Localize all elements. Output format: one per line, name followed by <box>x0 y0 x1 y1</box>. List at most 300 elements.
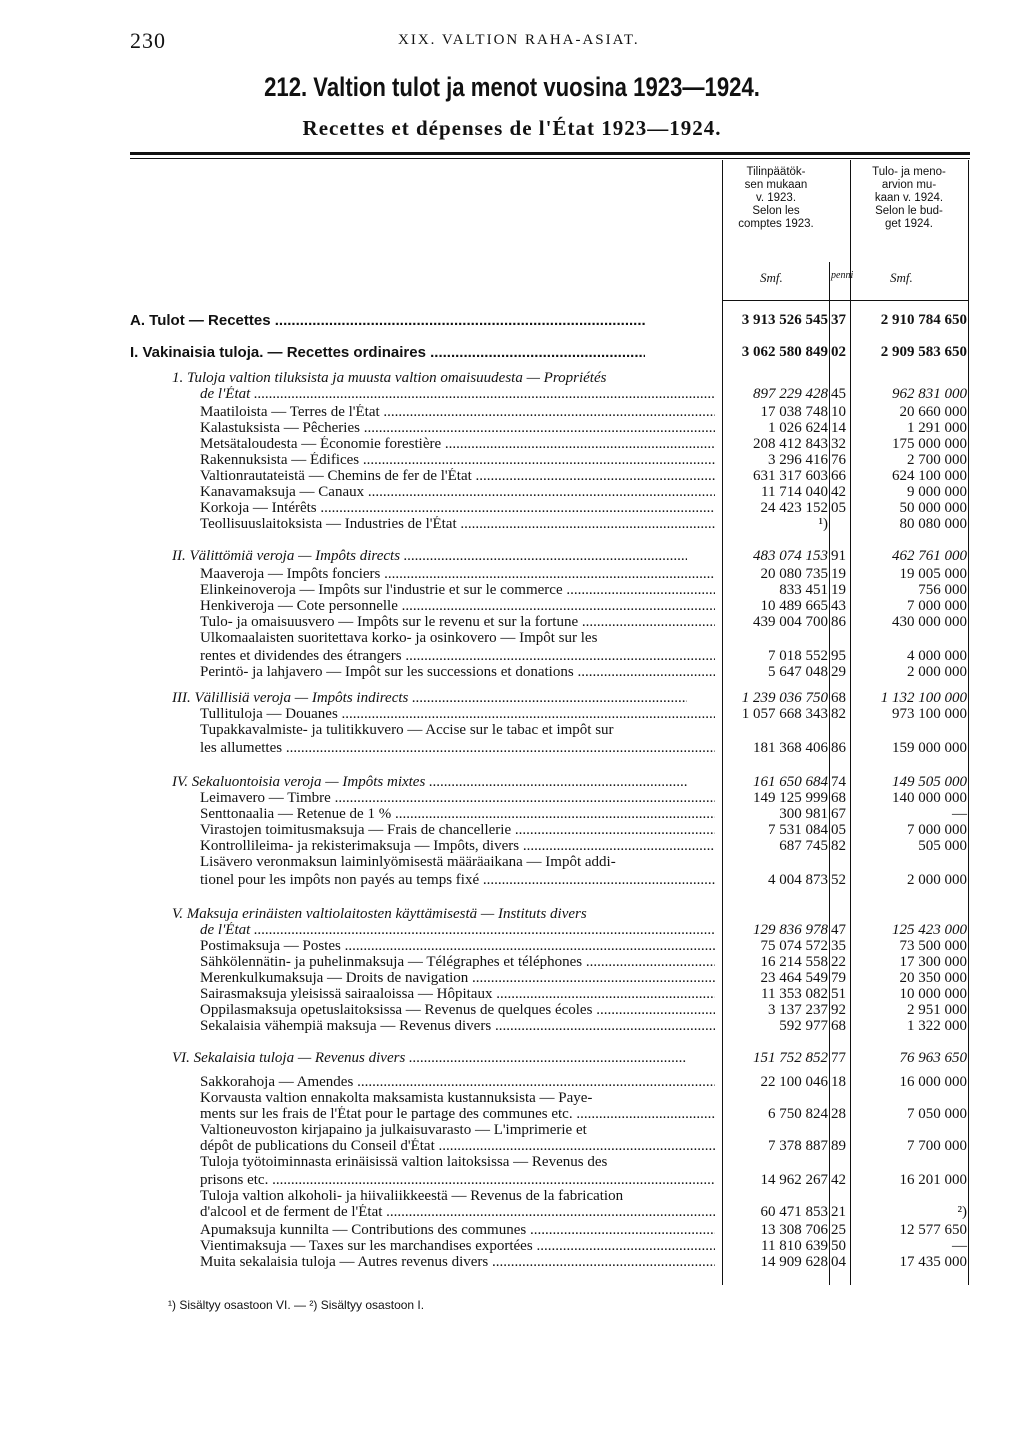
row-label <box>200 582 715 599</box>
leader-dots <box>479 872 715 888</box>
table-row <box>0 436 1024 453</box>
row-label-text: de l'État <box>200 922 251 938</box>
row-label <box>200 854 715 871</box>
table-row <box>0 484 1024 501</box>
row-label <box>200 436 715 453</box>
column-header-1924 <box>852 166 966 231</box>
value-1924-markka: 2 700 000 <box>907 452 967 468</box>
value-1923-markka: 11 810 639 <box>761 1238 828 1254</box>
column-header-1923 <box>726 166 826 231</box>
row-label-text: 1. Tuloja valtion tiluksista ja muusta valtion omaisuudesta — Propriétés <box>172 370 607 386</box>
row-label-text: Sakkorahoja — Amendes <box>200 1074 354 1090</box>
row-label-text: rentes et dividendes des étrangers <box>200 648 402 664</box>
row-label-text: Sairasmaksuja yleisissä sairaaloissa — Hôpitaux <box>200 986 493 1002</box>
leader-dots <box>380 566 715 582</box>
value-1923-penni: 51 <box>831 986 846 1002</box>
col2-head-line: Tulo- ja meno- <box>872 166 946 178</box>
row-label-text: Oppilasmaksuja opetuslaitoksissa — Revenus de quelques écoles <box>200 1002 593 1018</box>
leader-dots <box>511 822 715 838</box>
value-1923-penni: 32 <box>831 436 846 452</box>
row-label-text: Maaveroja — Impôts fonciers <box>200 566 381 582</box>
value-1923-penni: 52 <box>831 872 846 888</box>
value-1923-markka: 592 977 <box>779 1018 828 1034</box>
value-1924-markka: 20 350 000 <box>899 970 967 986</box>
value-1923-penni: 10 <box>831 404 846 420</box>
row-label <box>200 1122 715 1139</box>
value-1924-markka: 125 423 000 <box>892 922 967 938</box>
table-row <box>0 838 1024 855</box>
row-label <box>200 1138 715 1155</box>
col1-head-line: Tilinpäätök- <box>746 166 806 178</box>
leader-dots <box>380 404 715 420</box>
row-label <box>200 986 715 1003</box>
row-label-text: Elinkeinoveroja — Impôts sur l'industrie et sur le commerce <box>200 582 563 598</box>
leader-dots <box>533 1238 715 1254</box>
row-label-text: prisons etc. <box>200 1172 269 1188</box>
table-row <box>0 722 1024 739</box>
leader-dots <box>250 922 715 938</box>
table-row <box>0 420 1024 437</box>
row-label-text: Valtioneuvoston kirjapaino ja julkaisuvarasto — L'imprimerie et <box>200 1122 587 1138</box>
table-row <box>0 1018 1024 1035</box>
row-label-text: Sekalaisia vähempiä maksuja — Revenus divers <box>200 1018 492 1034</box>
value-1923-markka: 129 836 978 <box>753 922 828 938</box>
row-label-text: Teollisuuslaitoksista — Industries de l'État <box>200 516 457 532</box>
value-1923-markka: 687 745 <box>779 838 828 854</box>
leader-dots <box>353 1074 715 1090</box>
row-label <box>200 1188 715 1205</box>
value-1923-penni: 22 <box>831 954 846 970</box>
table-row <box>0 386 1024 403</box>
row-label <box>200 1204 715 1221</box>
table-row <box>0 404 1024 421</box>
row-label <box>200 938 715 955</box>
leader-dots <box>400 548 687 564</box>
row-label <box>200 706 715 723</box>
value-1924-markka: 1 291 000 <box>907 420 967 436</box>
row-label <box>200 806 715 823</box>
leader-dots <box>578 614 715 630</box>
table-row <box>0 548 1024 565</box>
row-label <box>200 1154 715 1171</box>
value-1923-penni: 19 <box>831 582 846 598</box>
value-1923-markka: 6 750 824 <box>768 1106 828 1122</box>
table-row <box>0 1254 1024 1271</box>
leader-dots <box>282 740 715 756</box>
row-label <box>200 516 715 533</box>
value-1923-penni: 05 <box>831 822 846 838</box>
footnote: ¹) Sisältyy osastoon VI. — ²) Sisältyy osastoon I. <box>168 1298 425 1312</box>
value-1923-penni: 82 <box>831 706 846 722</box>
value-1923-penni: 77 <box>831 1050 846 1066</box>
row-label-text: Metsätaloudesta — Économie forestière <box>200 436 442 452</box>
row-label <box>200 566 715 583</box>
row-label-text: Merenkulkumaksuja — Droits de navigation <box>200 970 469 986</box>
value-1924-markka: 50 000 000 <box>899 500 967 516</box>
value-1924-markka: 2 951 000 <box>907 1002 967 1018</box>
row-label-text: Apumaksuja kunnilta — Contributions des communes <box>200 1222 527 1238</box>
value-1923-penni: 86 <box>831 740 846 756</box>
value-1923-markka: 3 296 416 <box>768 452 828 468</box>
row-label-text: Kalastuksista — Pêcheries <box>200 420 360 436</box>
value-1923-markka: 151 752 852 <box>753 1050 828 1066</box>
value-1923-penni: 25 <box>831 1222 846 1238</box>
leader-dots <box>338 706 715 722</box>
table-title: 212. Valtion tulot ja menot vuosina 1923—1924. <box>264 72 760 102</box>
value-1924-markka: 973 100 000 <box>892 706 967 722</box>
value-1924-markka: 505 000 <box>918 838 967 854</box>
row-label <box>200 386 715 403</box>
table-row <box>0 598 1024 615</box>
leader-dots <box>360 420 715 436</box>
col2-head-line: get 1924. <box>885 218 933 230</box>
leader-dots <box>472 468 715 484</box>
value-1924-markka: ²) <box>957 1204 967 1220</box>
col1-head-line: Selon les <box>752 205 800 217</box>
leader-dots <box>382 1204 715 1220</box>
table-row <box>0 854 1024 871</box>
value-1923-markka: 1 057 668 343 <box>741 706 828 722</box>
value-1923-markka: 439 004 700 <box>753 614 828 630</box>
value-1924-markka: 76 963 650 <box>899 1050 967 1066</box>
value-1924-markka: 73 500 000 <box>899 938 967 954</box>
table-row <box>0 1074 1024 1091</box>
value-1923-penni: 91 <box>831 548 846 564</box>
value-1923-penni: 76 <box>831 452 846 468</box>
row-label-text: I. Vakinaisia tuloja. — Recettes ordinaires <box>130 344 426 361</box>
table-row <box>0 370 1024 387</box>
row-label <box>200 740 715 757</box>
table-row <box>0 872 1024 889</box>
value-1923-markka: 17 038 748 <box>760 404 828 420</box>
value-1923-penni: 82 <box>831 838 846 854</box>
value-1924-markka: — <box>952 1238 967 1254</box>
value-1923-penni: 45 <box>831 386 846 402</box>
value-1924-markka: 20 660 000 <box>899 404 967 420</box>
col2-head-line: Selon le bud- <box>875 205 943 217</box>
value-1923-penni: 66 <box>831 468 846 484</box>
value-1924-markka: 9 000 000 <box>907 484 967 500</box>
leader-dots <box>435 1138 715 1154</box>
value-1923-markka: 23 464 549 <box>760 970 828 986</box>
table-row <box>0 706 1024 723</box>
value-1924-markka: 10 000 000 <box>899 986 967 1002</box>
value-1923-markka: 11 353 082 <box>761 986 828 1002</box>
row-label <box>200 838 715 855</box>
value-1923-penni: 68 <box>831 790 846 806</box>
col1-head-line: comptes 1923. <box>738 218 814 230</box>
row-label-text: Tuloja valtion alkoholi- ja hiivaliikkeestä — Revenus de la fabrication <box>200 1188 624 1204</box>
row-label-text: Perintö- ja lahjavero — Impôt sur les successions et donations <box>200 664 574 680</box>
value-1924-markka: 756 000 <box>918 582 967 598</box>
value-1923-markka: 483 074 153 <box>753 548 828 564</box>
value-1923-markka: 161 650 684 <box>753 774 828 790</box>
table-row <box>0 938 1024 955</box>
row-label <box>200 954 715 971</box>
table-row <box>0 1050 1024 1067</box>
row-label-text: Korvausta valtion ennakolta maksamista kustannuksista — Paye- <box>200 1090 593 1106</box>
value-1924-markka: 159 000 000 <box>892 740 967 756</box>
row-label <box>200 404 715 421</box>
row-label-text: les allumettes <box>200 740 283 756</box>
value-1923-penni: 92 <box>831 1002 846 1018</box>
row-label <box>200 1018 715 1035</box>
row-label-text: d'alcool et de ferment de l'État <box>200 1204 383 1220</box>
table-row <box>0 790 1024 807</box>
row-label-text: VI. Sekalaisia tuloja — Revenus divers <box>172 1050 406 1066</box>
value-1923-markka: 7 018 552 <box>768 648 828 664</box>
value-1924-markka: 2 000 000 <box>907 872 967 888</box>
table-row <box>0 468 1024 485</box>
leader-dots <box>364 484 715 500</box>
value-1924-markka: 19 005 000 <box>899 566 967 582</box>
row-label-text: II. Välittömiä veroja — Impôts directs <box>172 548 401 564</box>
value-1923-penni: 68 <box>831 690 846 706</box>
row-label <box>200 664 715 681</box>
leader-dots <box>271 312 645 329</box>
table-row <box>0 954 1024 971</box>
table-row <box>0 1122 1024 1139</box>
value-1923-penni: 43 <box>831 598 846 614</box>
top-thin-rule <box>130 158 970 159</box>
table-row <box>0 1238 1024 1255</box>
value-1923-penni: 02 <box>831 344 846 360</box>
value-1924-markka: 12 577 650 <box>899 1222 967 1238</box>
table-row <box>0 614 1024 631</box>
leader-dots <box>592 1002 715 1018</box>
row-label-text: tionel pour les impôts non payés au temps fixé <box>200 872 480 888</box>
table-row <box>0 1154 1024 1171</box>
row-label-text: V. Maksuja erinäisten valtiolaitosten käyttämisestä — Instituts divers <box>172 906 587 922</box>
value-1924-markka: 1 322 000 <box>907 1018 967 1034</box>
leader-dots <box>341 938 715 954</box>
value-1923-markka: 149 125 999 <box>753 790 828 806</box>
row-label-text: de l'État <box>200 386 251 402</box>
row-label <box>172 370 687 387</box>
value-1923-markka: 24 423 152 <box>760 500 828 516</box>
value-1923-penni: 79 <box>831 970 846 986</box>
value-1924-markka: 175 000 000 <box>892 436 967 452</box>
leader-dots <box>491 1018 715 1034</box>
row-label <box>200 630 715 647</box>
value-1923-markka: 300 981 <box>779 806 828 822</box>
table-row <box>0 1222 1024 1239</box>
table-row <box>0 1090 1024 1107</box>
leader-dots <box>268 1172 715 1188</box>
row-label <box>200 1002 715 1019</box>
value-1923-markka: 181 368 406 <box>753 740 828 756</box>
leader-dots <box>408 690 687 706</box>
leader-dots <box>492 986 715 1002</box>
table-row <box>0 1204 1024 1221</box>
value-1923-penni: 37 <box>831 312 846 328</box>
row-label-text: Valtionrautateistä — Chemins de fer de l'État <box>200 468 472 484</box>
row-label-text: Virastojen toimitusmaksuja — Frais de chancellerie <box>200 822 512 838</box>
value-1923-markka: 631 317 603 <box>753 468 828 484</box>
table-row <box>0 774 1024 791</box>
row-label <box>200 872 715 889</box>
value-1923-penni: 47 <box>831 922 846 938</box>
table-row <box>0 664 1024 681</box>
row-label-text: A. Tulot — Recettes <box>130 312 271 329</box>
row-label <box>200 1074 715 1091</box>
table-row <box>0 690 1024 707</box>
value-1923-markka: 3 062 580 849 <box>741 344 828 360</box>
table-row <box>0 906 1024 923</box>
unit-markka-1924: Smf. <box>890 270 913 285</box>
value-1923-penni: 86 <box>831 614 846 630</box>
row-label <box>200 452 715 469</box>
table-row <box>0 822 1024 839</box>
value-1923-markka: 10 489 665 <box>760 598 828 614</box>
value-1923-markka: 11 714 040 <box>761 484 828 500</box>
table-row <box>0 344 1024 361</box>
value-1923-markka: 22 100 046 <box>760 1074 828 1090</box>
value-1923-penni: 50 <box>831 1238 846 1254</box>
value-1924-markka: 17 435 000 <box>899 1254 967 1270</box>
row-label-text: Maatiloista — Terres de l'État <box>200 404 380 420</box>
row-label-text: dépôt de publications du Conseil d'État <box>200 1138 435 1154</box>
value-1923-penni: 29 <box>831 664 846 680</box>
leader-dots <box>359 452 715 468</box>
value-1924-markka: 2 910 784 650 <box>880 312 967 328</box>
row-label-text: Tulo- ja omaisuusvero — Impôts sur le revenu et sur la fortune <box>200 614 579 630</box>
table-row <box>0 970 1024 987</box>
row-label-text: III. Välillisiä veroja — Impôts indirects <box>172 690 409 706</box>
running-head: XIX. VALTION RAHA-ASIAT. <box>398 32 640 48</box>
row-label <box>172 548 687 565</box>
row-label <box>172 774 687 791</box>
value-1924-markka: 80 080 000 <box>899 516 967 532</box>
row-label <box>200 970 715 987</box>
page-number: 230 <box>130 28 166 53</box>
value-1923-penni: 74 <box>831 774 846 790</box>
col1-head-line: sen mukaan <box>744 179 808 191</box>
row-label <box>200 484 715 501</box>
value-1924-markka: 462 761 000 <box>892 548 967 564</box>
leader-dots <box>331 790 715 806</box>
value-1924-markka: 7 000 000 <box>907 598 967 614</box>
value-1923-markka: 1 026 624 <box>768 420 828 436</box>
value-1923-penni: 68 <box>831 1018 846 1034</box>
value-1923-markka: 1 239 036 750 <box>741 690 828 706</box>
unit-penni: penni <box>831 270 854 281</box>
table-row <box>0 740 1024 757</box>
value-1924-markka: 149 505 000 <box>892 774 967 790</box>
row-label <box>130 344 645 361</box>
value-1924-markka: 16 201 000 <box>899 1172 967 1188</box>
leader-dots <box>405 1050 687 1066</box>
row-label <box>200 420 715 437</box>
value-1924-markka: 1 132 100 000 <box>880 690 967 706</box>
leader-dots <box>317 500 715 516</box>
table-row <box>0 648 1024 665</box>
row-label <box>200 1172 715 1189</box>
leader-dots <box>468 970 715 986</box>
row-label-text: Sähkölennätin- ja puhelinmaksuja — Télégraphes et téléphones <box>200 954 583 970</box>
row-label-text: Tullituloja — Douanes <box>200 706 338 722</box>
leader-dots <box>457 516 715 532</box>
top-rule <box>130 152 970 155</box>
row-label-text: Tuloja työtoiminnasta erinäisissä valtion laitoksissa — Revenus des <box>200 1154 608 1170</box>
table-row <box>0 500 1024 517</box>
row-label <box>200 922 715 939</box>
value-1923-markka: 14 962 267 <box>760 1172 828 1188</box>
value-1923-penni: 67 <box>831 806 846 822</box>
value-1923-penni: 95 <box>831 648 846 664</box>
table-row <box>0 1138 1024 1155</box>
table-row <box>0 1002 1024 1019</box>
value-1924-markka: 624 100 000 <box>892 468 967 484</box>
row-label <box>200 614 715 631</box>
value-1923-markka: 60 471 853 <box>760 1204 828 1220</box>
row-label-text: Henkiveroja — Cote personnelle <box>200 598 398 614</box>
row-label-text: Senttonaalia — Retenue de 1 % <box>200 806 392 822</box>
leader-dots <box>250 386 715 402</box>
leader-dots <box>402 648 715 664</box>
leader-dots <box>526 1222 715 1238</box>
row-label <box>200 790 715 807</box>
table-row <box>0 1106 1024 1123</box>
value-1923-markka: 897 229 428 <box>753 386 828 402</box>
value-1923-penni: 14 <box>831 420 846 436</box>
value-1924-markka: 4 000 000 <box>907 648 967 664</box>
value-1923-penni: 19 <box>831 566 846 582</box>
leader-dots <box>425 774 687 790</box>
value-1923-markka: ¹) <box>818 516 828 532</box>
leader-dots <box>519 838 715 854</box>
value-1924-markka: 962 831 000 <box>892 386 967 402</box>
row-label-text: ments sur les frais de l'État pour le partage des communes etc. <box>200 1106 573 1122</box>
value-1923-markka: 7 531 084 <box>768 822 828 838</box>
value-1923-penni: 05 <box>831 500 846 516</box>
table-row <box>0 806 1024 823</box>
row-label <box>130 312 645 329</box>
row-label <box>172 690 687 707</box>
value-1923-penni: 21 <box>831 1204 846 1220</box>
value-1923-markka: 20 080 735 <box>760 566 828 582</box>
row-label-text: Ulkomaalaisten suoritettava korko- ja osinkovero — Impôt sur les <box>200 630 598 646</box>
row-label-text: Postimaksuja — Postes <box>200 938 341 954</box>
table-row <box>0 630 1024 647</box>
row-label <box>172 906 687 923</box>
row-label <box>200 1238 715 1255</box>
value-1923-markka: 3 913 526 545 <box>741 312 828 328</box>
value-1924-markka: 17 300 000 <box>899 954 967 970</box>
row-label <box>200 598 715 615</box>
row-label <box>200 468 715 485</box>
value-1924-markka: 7 700 000 <box>907 1138 967 1154</box>
value-1923-penni: 18 <box>831 1074 846 1090</box>
table-row <box>0 582 1024 599</box>
value-1923-markka: 75 074 572 <box>760 938 828 954</box>
table-row <box>0 1172 1024 1189</box>
row-label <box>200 648 715 665</box>
value-1924-markka: 7 000 000 <box>907 822 967 838</box>
table-row <box>0 452 1024 469</box>
value-1923-penni: 42 <box>831 1172 846 1188</box>
row-label-text: Korkoja — Intérêts <box>200 500 317 516</box>
row-label-text: Muita sekalaisia tuloja — Autres revenus divers <box>200 1254 489 1270</box>
leader-dots <box>582 954 715 970</box>
leader-dots <box>488 1254 715 1270</box>
value-1923-markka: 7 378 887 <box>768 1138 828 1154</box>
leader-dots <box>391 806 715 822</box>
row-label <box>200 500 715 517</box>
leader-dots <box>398 598 715 614</box>
header-rule <box>722 300 969 301</box>
table-subtitle: Recettes et dépenses de l'État 1923—1924. <box>302 116 722 140</box>
